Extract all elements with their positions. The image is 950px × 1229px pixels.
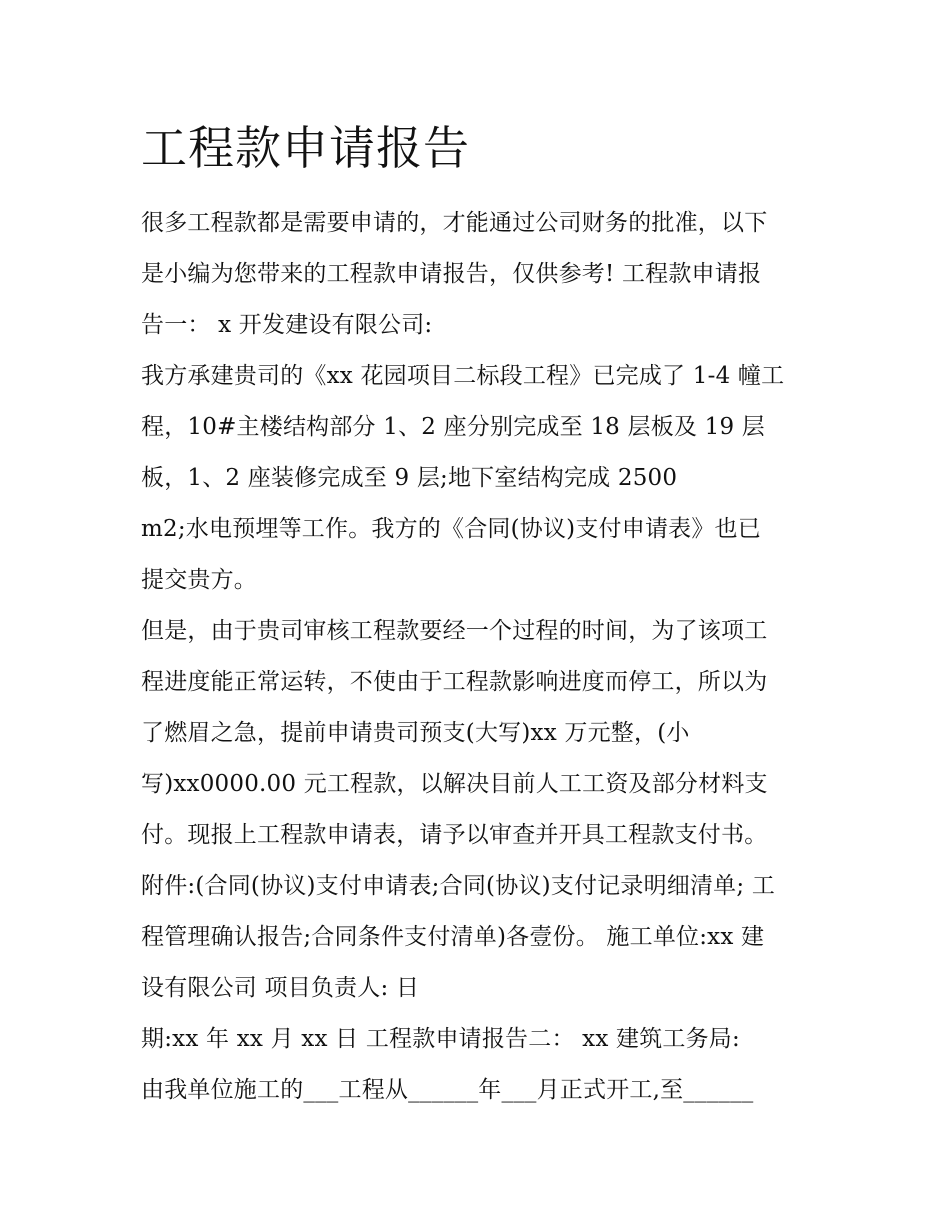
document-body	[141, 198, 831, 1116]
text-line: 我方承建贵司的《xx 花园项目二标段工程》已完成了 1-4 幢工	[141, 363, 785, 389]
text-line: 了燃眉之急，提前申请贵司预支(大写)xx 万元整，(小	[141, 720, 690, 746]
text-line: 很多工程款都是需要申请的，才能通过公司财务的批准，以下	[141, 210, 768, 236]
text-line: 附件:(合同(协议)支付申请表;合同(协议)支付记录明细清单; 工	[141, 873, 776, 899]
text-line: 程进度能正常运转，不使由于工程款影响进度而停工，所以为	[141, 669, 768, 695]
text-line: 提交贵方。	[141, 567, 257, 593]
text-line: 写)xx0000.00 元工程款，以解决目前人工工资及部分材料支	[141, 771, 768, 797]
text-line: 但是，由于贵司审核工程款要经一个过程的时间，为了该项工	[141, 618, 768, 644]
document-title: 工程款申请报告	[141, 121, 470, 175]
text-line: 程管理确认报告;合同条件支付清单)各壹份。 施工单位:xx 建	[141, 924, 765, 950]
text-line: 设有限公司 项目负责人: 日	[141, 975, 420, 1001]
text-line: 程，10#主楼结构部分 1、2 座分别完成至 18 层板及 19 层	[141, 414, 766, 440]
text-line: 告一： x 开发建设有限公司:	[141, 312, 433, 338]
text-line: m2;水电预埋等工作。我方的《合同(协议)支付申请表》也已	[141, 516, 761, 542]
text-line: 期:xx 年 xx 月 xx 日 工程款申请报告二： xx 建筑工务局:	[141, 1026, 740, 1052]
text-line: 由我单位施工的___工程从______年___月正式开工,至______	[141, 1077, 754, 1103]
text-line: 板，1、2 座装修完成至 9 层;地下室结构完成 2500	[141, 465, 678, 491]
text-line: 是小编为您带来的工程款申请报告，仅供参考! 工程款申请报	[141, 261, 762, 287]
text-line: 付。现报上工程款申请表，请予以审查并开具工程款支付书。	[141, 822, 768, 848]
